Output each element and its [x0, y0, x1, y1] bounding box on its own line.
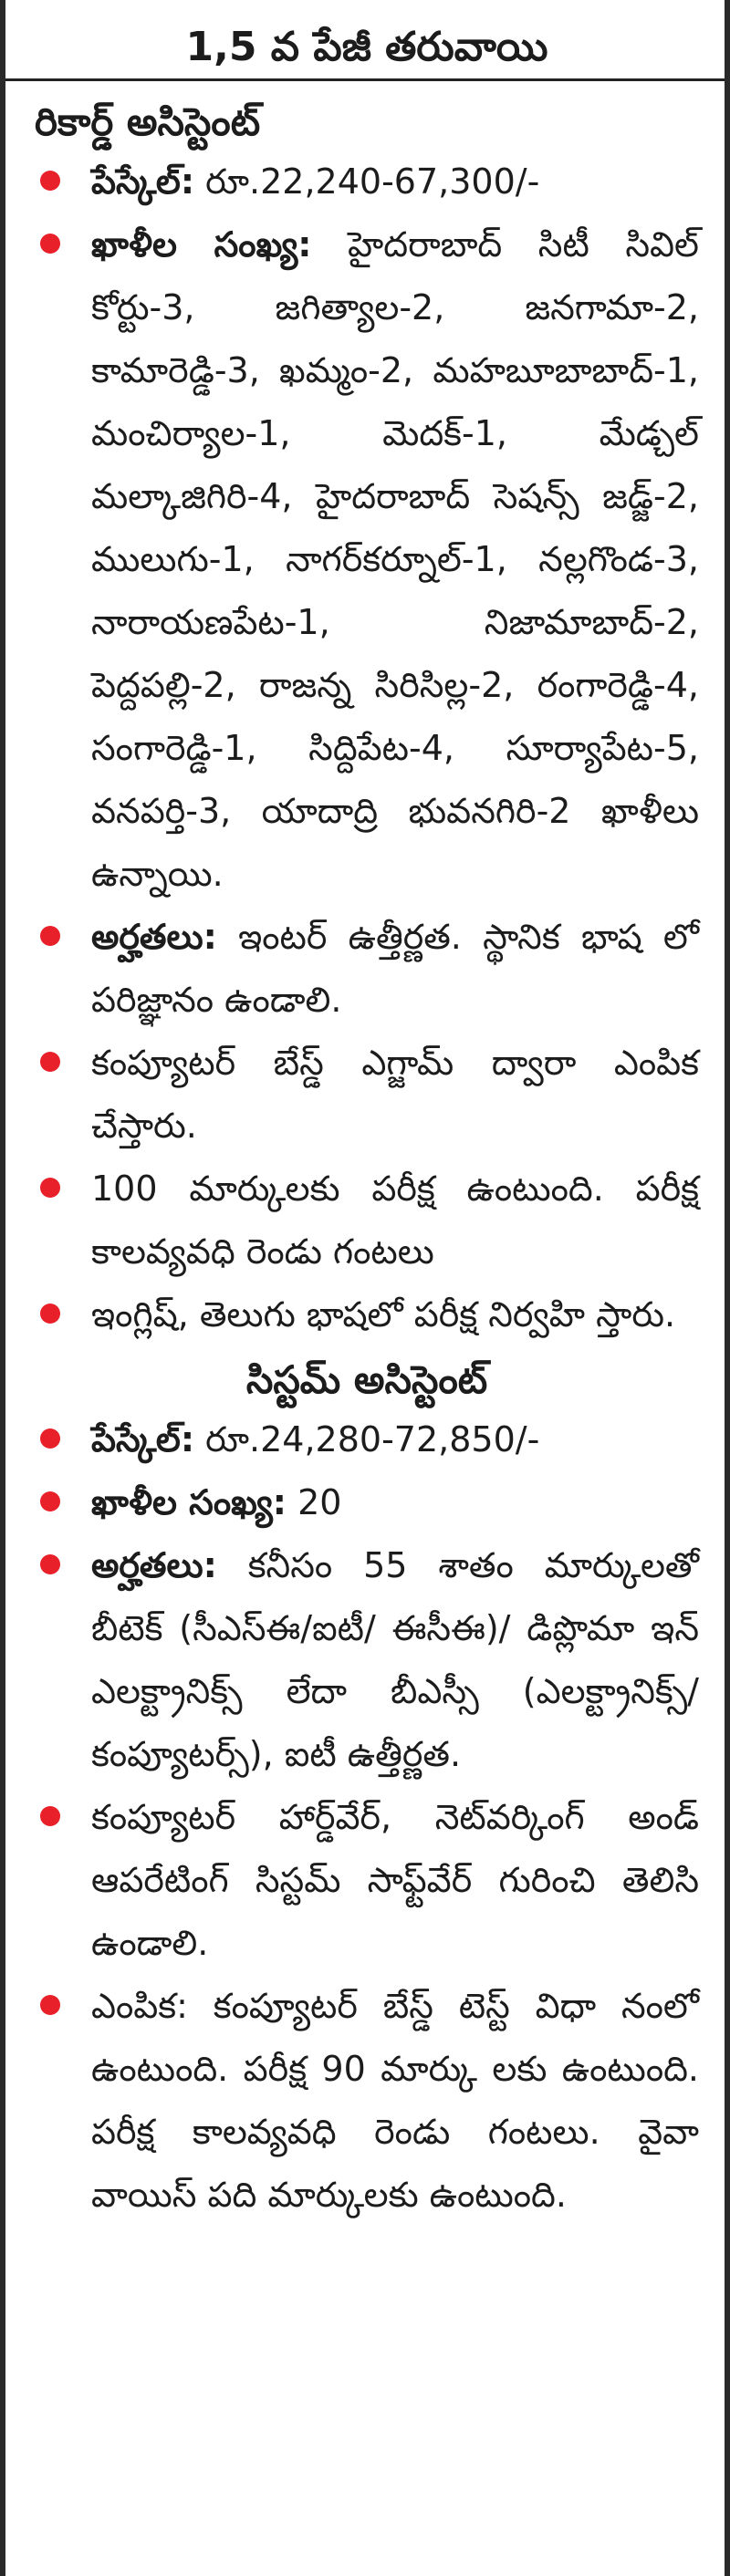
- item-text: కంప్యూటర్ బేస్డ్ ఎగ్జామ్ ద్వారా ఎంపిక చేస్తారు.: [91, 1043, 699, 1146]
- item-text: హైదరాబాద్ సిటీ సివిల్ కోర్టు-3, జగిత్యాల-2, జనగామా-2, కామారెడ్డి-3, ఖమ్మం-2, మహబూబాబాద్-1, మంచిర్యాల-1, మెదక్-1, మేడ్చల్ మల్కాజిగిరి-4, హైదరాబాద్ సెషన్స్ జడ్జ్-2, ములుగు-1, నాగర్‌కర్నూల్-1, నల్లగొండ-3, నారాయణపేట-1, నిజామాబాద్-2, పెద్దపల్లి-2, రాజన్న సిరిసిల్ల-2, రంగారెడ్డి-4, సంగారెడ్డి-1, సిద్దిపేట-4, సూర్యాపేట-5, వనపర్తి-3, యాదాద్రి భువనగిరి-2 ఖాళీలు ఉన్నాయి.: [91, 224, 699, 894]
- bullet-icon: [40, 1428, 60, 1449]
- list-item-skills: [35, 1786, 699, 1975]
- item-text: ఎంపిక: కంప్యూటర్ బేస్డ్ టెస్ట్ విధా నంలో ఉంటుంది. పరీక్ష 90 మార్కు లకు ఉంటుంది. పరీక్ష కాలవ్యవధి రెండు గంటలు. వైవా వాయిస్ పది మార్కులకు ఉంటుంది.: [91, 1986, 699, 2215]
- section-title-system-assistant: సిస్టమ్ అసిస్టెంట్: [245, 1357, 488, 1402]
- item-text: రూ.24,280-72,850/-: [194, 1419, 540, 1459]
- item-text: ఇంగ్లిష్, తెలుగు భాషలో పరీక్ష నిర్వహి స్తారు.: [91, 1294, 676, 1335]
- bullet-icon: [40, 1491, 60, 1511]
- bullet-icon: [40, 1178, 60, 1198]
- item-text: రూ.22,240-67,300/-: [194, 161, 540, 202]
- list-item-qualifications: [35, 906, 699, 1032]
- list-item-qualifications: [35, 1534, 699, 1786]
- bullet-icon: [40, 1554, 60, 1574]
- bullet-icon: [40, 234, 60, 254]
- bullet-icon: [40, 1806, 60, 1826]
- list-item-payscale: [35, 1408, 699, 1471]
- list-item-vacancies: [35, 1471, 699, 1534]
- list-item-selection: [35, 1032, 699, 1158]
- item-label: అర్హతలు:: [91, 1545, 217, 1585]
- item-text: కనీసం 55 శాతం మార్కులతో బీటెక్ (సీఎస్ఈ/ఐటీ/ ఈసీఈ)/ డిప్లొమా ఇన్ ఎలక్ట్రానిక్స్ లేదా బీఎస్సీ (ఎలక్ట్రానిక్స్/ కంప్యూటర్స్), ఐటీ ఉత్తీర్ణత.: [91, 1545, 699, 1774]
- list-item-payscale: [35, 151, 699, 213]
- item-label: పేస్కేల్:: [91, 1419, 195, 1459]
- system-assistant-list: [35, 1408, 699, 2227]
- list-item-selection: [35, 1975, 699, 2227]
- item-label: పేస్కేల్:: [91, 161, 195, 202]
- bullet-icon: [40, 1304, 60, 1324]
- list-item-exam-marks: [35, 1158, 699, 1283]
- item-text: కంప్యూటర్ హార్డ్‌వేర్, నెట్‌వర్కింగ్ అండ్ ఆపరేటింగ్ సిస్టమ్ సాఫ్ట్‌వేర్ గురించి తెలిసి ఉండాలి.: [91, 1797, 699, 1963]
- item-label: ఖాళీల సంఖ్య:: [91, 224, 312, 265]
- header-divider: [5, 78, 725, 81]
- list-item-exam-language: [35, 1283, 699, 1346]
- record-assistant-list: [35, 151, 699, 1346]
- bullet-icon: [40, 171, 60, 191]
- item-label: ఖాళీల సంఖ్య:: [91, 1482, 287, 1522]
- item-text: ఇంటర్ ఉత్తీర్ణత. స్థానిక భాష లో పరిజ్ఞానం ఉండాలి.: [91, 917, 699, 1020]
- item-text: 20: [286, 1482, 342, 1522]
- bullet-icon: [40, 1995, 60, 2015]
- list-item-vacancies: [35, 213, 699, 906]
- bullet-icon: [40, 1052, 60, 1072]
- continuation-header: 1,5 వ పేజీ తరువాయి: [185, 24, 548, 70]
- item-text: 100 మార్కులకు పరీక్ష ఉంటుంది. పరీక్ష కాలవ్యవధి రెండు గంటలు: [91, 1169, 699, 1272]
- item-label: అర్హతలు:: [91, 917, 217, 957]
- bullet-icon: [40, 926, 60, 946]
- section-title-record-assistant: రికార్డ్ అసిస్టెంట్: [35, 99, 261, 144]
